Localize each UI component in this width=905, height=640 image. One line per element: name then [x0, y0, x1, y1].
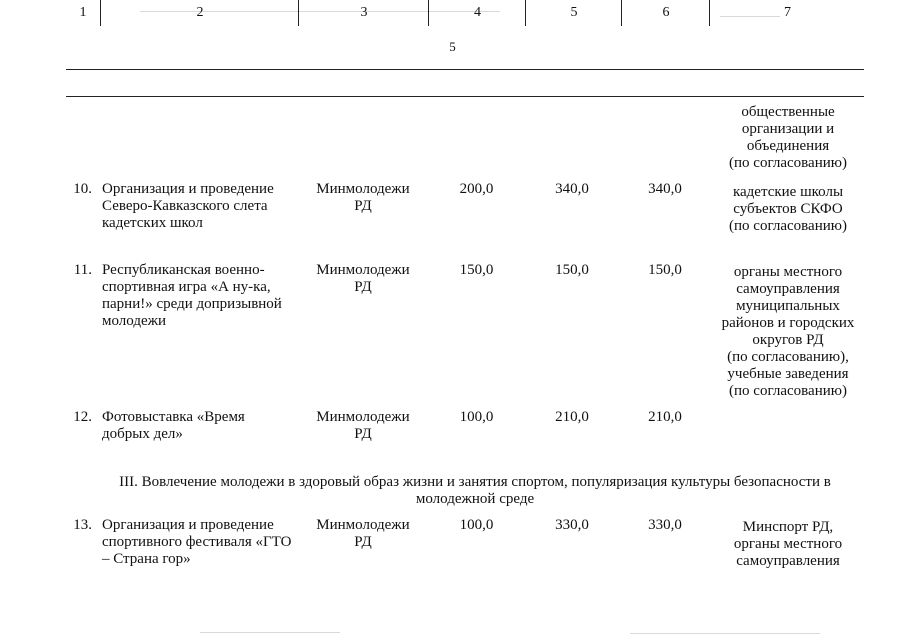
- executor-line: РД: [354, 198, 372, 214]
- section-heading-line: молодежной среде: [415, 491, 535, 507]
- event-name-line: Северо-Кавказского слета: [102, 198, 268, 214]
- executor-cell: [300, 517, 426, 551]
- executor-line: Минмолодежи: [316, 409, 410, 425]
- value-col4: 150,0: [459, 262, 494, 278]
- column-header-7: 7: [709, 0, 865, 26]
- value-col6: 340,0: [648, 181, 682, 197]
- partners-line: Минспорт РД,: [742, 519, 834, 535]
- row-number: 11.: [73, 262, 92, 278]
- value-col6: 150,0: [648, 262, 682, 278]
- row-number: 13.: [73, 517, 92, 533]
- partners-line: органы местного: [733, 536, 843, 552]
- partners-cell: [712, 264, 864, 400]
- executor-line: РД: [354, 279, 372, 295]
- carryover-line: организации и: [741, 121, 835, 137]
- partners-line: самоуправления: [736, 553, 840, 569]
- event-name-line: Организация и проведение: [102, 181, 274, 197]
- event-name-cell: [102, 181, 294, 232]
- column-header-3: 3: [298, 0, 429, 26]
- carryover-partners-cell: [712, 104, 864, 172]
- value-col5: 330,0: [555, 517, 589, 533]
- value-col6: 210,0: [648, 409, 682, 425]
- section-heading-line: III. Вовлечение молодежи в здоровый образ жизни и занятия спортом, популяризация культуры безопасности в: [119, 474, 831, 490]
- carryover-line: (по согласованию): [729, 155, 847, 171]
- page-number: 5: [449, 39, 456, 54]
- event-name-cell: [102, 262, 294, 330]
- partners-line: (по согласованию),: [727, 349, 849, 365]
- executor-line: РД: [354, 426, 372, 442]
- scan-artifact-bottom: [200, 632, 340, 633]
- event-name-line: Фотовыставка «Время: [102, 409, 245, 425]
- executor-line: Минмолодежи: [316, 517, 410, 533]
- row-number: 10.: [73, 181, 92, 197]
- scan-artifact-bottom-right: [630, 633, 820, 634]
- carryover-line: общественные: [741, 104, 835, 120]
- value-col5: 340,0: [555, 181, 589, 197]
- event-name-cell: [102, 409, 294, 443]
- partners-cell: [712, 184, 864, 235]
- partners-line: муниципальных: [736, 298, 840, 314]
- section-heading: [95, 474, 855, 508]
- value-col4: 200,0: [459, 181, 494, 197]
- column-header-5: 5: [525, 0, 622, 26]
- partners-line: органы местного: [733, 264, 843, 280]
- event-name-line: добрых дел»: [102, 426, 183, 442]
- column-header-4: 4: [428, 0, 526, 26]
- partners-line: кадетские школы: [732, 184, 844, 200]
- value-col4: 100,0: [459, 409, 494, 425]
- event-name-line: Республиканская военно-: [102, 262, 265, 278]
- partners-line: (по согласованию): [729, 218, 847, 234]
- event-name-line: кадетских школ: [102, 215, 203, 231]
- executor-line: Минмолодежи: [316, 181, 410, 197]
- carryover-line: объединения: [746, 138, 830, 154]
- partners-line: (по согласованию): [729, 383, 847, 399]
- executor-line: РД: [354, 534, 372, 550]
- partners-line: округов РД: [752, 332, 824, 348]
- event-name-line: спортивного фестиваля «ГТО: [102, 534, 292, 550]
- executor-line: Минмолодежи: [316, 262, 410, 278]
- partners-line: самоуправления: [736, 281, 840, 297]
- partners-line: субъектов СКФО: [733, 201, 843, 217]
- executor-cell: [300, 262, 426, 296]
- column-header-2: 2: [100, 0, 299, 26]
- value-col5: 150,0: [555, 262, 589, 278]
- partners-cell: [712, 519, 864, 570]
- value-col5: 210,0: [555, 409, 589, 425]
- value-col6: 330,0: [648, 517, 682, 533]
- column-header-6: 6: [621, 0, 710, 26]
- event-name-line: Организация и проведение: [102, 517, 274, 533]
- event-name-line: – Страна гор»: [102, 551, 191, 567]
- event-name-line: парни!» среди допризывной: [102, 296, 282, 312]
- table-header-row: [66, 69, 864, 97]
- event-name-cell: [102, 517, 294, 568]
- event-name-line: спортивная игра «А ну-ка,: [102, 279, 271, 295]
- column-header-1: 1: [79, 5, 87, 20]
- row-number: 12.: [73, 409, 92, 425]
- value-col4: 100,0: [459, 517, 494, 533]
- event-name-line: молодежи: [102, 313, 167, 329]
- partners-line: учебные заведения: [727, 366, 849, 382]
- partners-line: районов и городских: [721, 315, 855, 331]
- executor-cell: [300, 409, 426, 443]
- executor-cell: [300, 181, 426, 215]
